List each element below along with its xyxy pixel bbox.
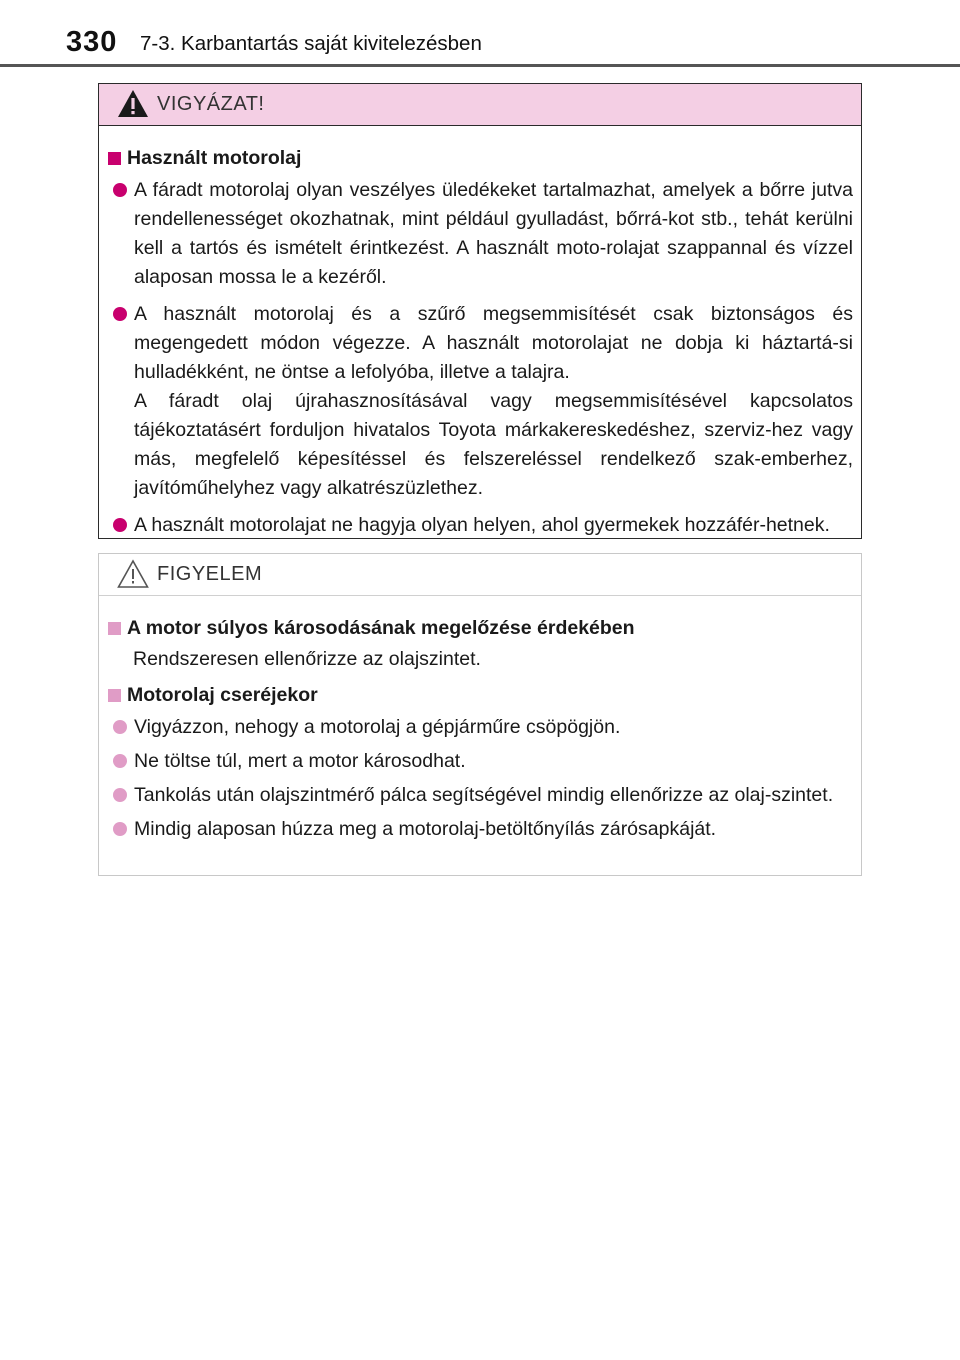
list-item bbox=[108, 713, 853, 742]
list-item-text: Ne töltse túl, mert a motor károsodhat. bbox=[134, 750, 466, 772]
section-heading-text: A motor súlyos károsodásának megelőzése érdekében bbox=[127, 617, 635, 639]
list-item-text: A használt motorolajat ne hagyja olyan helyen, ahol gyermekek hozzáfér-hetnek. bbox=[134, 514, 830, 536]
notice-box-label: FIGYELEM bbox=[157, 563, 263, 585]
header-divider bbox=[0, 64, 960, 67]
round-bullet-icon bbox=[113, 720, 127, 734]
list-item-paragraph: A fáradt olaj újrahasznosításával vagy megsemmisítésével kapcsolatos tájékoztatásért forduljon hivatalos Toyota márkakereskedéshez, szerviz-hez vagy más, megfelelő képesítéssel és felszereléssel rendelkező szak-emberhez, javítóműhelyhez vagy alkatrészüzlethez. bbox=[134, 390, 853, 499]
list-item bbox=[108, 176, 853, 292]
warning-box-body bbox=[99, 126, 861, 540]
square-bullet-icon bbox=[108, 689, 121, 702]
round-bullet-icon bbox=[113, 822, 127, 836]
page-number: 330 bbox=[66, 26, 118, 58]
list-item-paragraph: A használt motorolaj és a szűrő megsemmisítését csak biztonságos és megengedett módon végezze. A használt motorolajat ne dobja ki háztartá-si hulladékként, ne öntse a lefolyóba, illetve a talajra. bbox=[134, 303, 853, 383]
list-item-text bbox=[134, 300, 853, 503]
section-title: 7-3. Karbantartás saját kivitelezésben bbox=[140, 32, 482, 55]
round-bullet-icon bbox=[113, 183, 127, 197]
round-bullet-icon bbox=[113, 518, 127, 532]
round-bullet-icon bbox=[113, 788, 127, 802]
list-item bbox=[108, 781, 853, 810]
notice-box-header bbox=[99, 554, 861, 596]
section-heading-text: Használt motorolaj bbox=[127, 147, 302, 169]
square-bullet-icon bbox=[108, 622, 121, 635]
section-text: Rendszeresen ellenőrizze az olajszintet. bbox=[133, 648, 481, 670]
notice-box-body bbox=[99, 596, 861, 844]
list-item bbox=[108, 815, 853, 844]
warning-triangle-filled-icon bbox=[116, 88, 150, 120]
list-item bbox=[108, 747, 853, 776]
round-bullet-icon bbox=[113, 754, 127, 768]
list-item bbox=[108, 511, 853, 540]
warning-box-label: VIGYÁZAT! bbox=[157, 93, 265, 115]
list-item bbox=[108, 300, 853, 503]
section-heading bbox=[108, 681, 853, 710]
square-bullet-icon bbox=[108, 152, 121, 165]
list-item-text: A fáradt motorolaj olyan veszélyes üledékeket tartalmazhat, amelyek a bőrre jutva rendellenességet okozhatnak, mint például gyulladást, bőrrá-kot stb., tehát kerülni kell a tartós és ismételt érintkezést. A használt moto-rolajat szappannal és vízzel alaposan mossa le a kezéről. bbox=[134, 179, 853, 288]
list-item-text: Tankolás után olajszintmérő pálca segítségével mindig ellenőrizze az olaj-szintet. bbox=[134, 784, 834, 806]
warning-box-header bbox=[99, 84, 861, 126]
page-header bbox=[0, 0, 960, 66]
warning-triangle-outline-icon bbox=[116, 558, 150, 590]
section-heading bbox=[108, 144, 853, 173]
list-item-text: Mindig alaposan húzza meg a motorolaj-betöltőnyílás zárósapkáját. bbox=[134, 818, 717, 840]
section-heading-text: Motorolaj cseréjekor bbox=[127, 684, 318, 706]
list-item-text: Vigyázzon, nehogy a motorolaj a gépjárműre csöpögjön. bbox=[134, 716, 621, 738]
warning-box bbox=[98, 83, 862, 539]
round-bullet-icon bbox=[113, 307, 127, 321]
section-heading bbox=[108, 614, 853, 643]
notice-box bbox=[98, 553, 862, 876]
